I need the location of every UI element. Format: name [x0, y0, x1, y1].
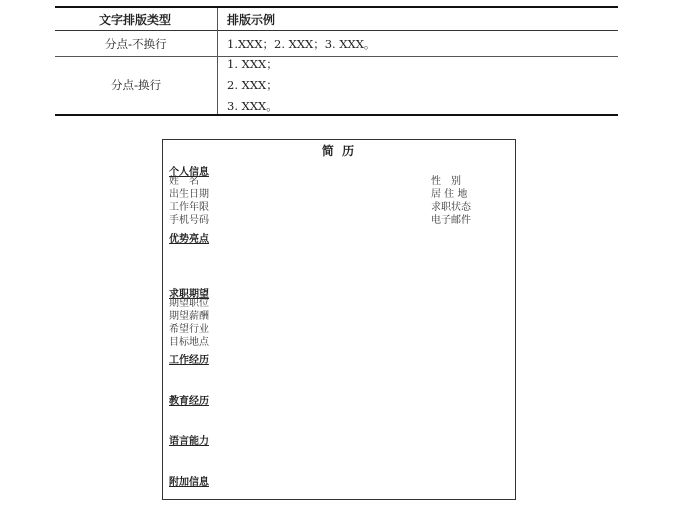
- field-birth-date: 出生日期: [169, 189, 209, 200]
- row1-example: 1.XXX；2. XXX；3. XXX。: [227, 37, 376, 51]
- table-bottom-rule: [55, 114, 618, 116]
- row2-type: 分点-换行: [111, 78, 162, 92]
- table-header-rule: [55, 30, 618, 31]
- section-job-expectations: 求职期望: [169, 289, 209, 300]
- section-education: 教育经历: [169, 396, 209, 407]
- field-work-years: 工作年限: [169, 202, 209, 213]
- row2-example-line-2: 2. XXX；: [227, 78, 278, 92]
- section-additional-info: 附加信息: [169, 477, 209, 488]
- field-residence: 居 住 地: [431, 189, 468, 200]
- row1-type: 分点-不换行: [105, 37, 167, 51]
- row2-example-line-1: 1. XXX；: [227, 57, 278, 71]
- table-column-divider: [217, 8, 218, 114]
- section-personal-info: 个人信息: [169, 167, 209, 178]
- column-header-example: 排版示例: [227, 13, 276, 27]
- section-language-skills: 语言能力: [169, 436, 209, 447]
- field-expected-salary: 期望薪酬: [169, 311, 209, 322]
- section-highlights: 优势亮点: [169, 234, 209, 245]
- table-top-rule: [55, 6, 618, 8]
- section-work-experience: 工作经历: [169, 355, 209, 366]
- field-gender: 性 别: [431, 176, 461, 187]
- column-header-type: 文字排版类型: [99, 13, 172, 27]
- field-phone: 手机号码: [169, 215, 209, 226]
- field-expected-position: 期望职位: [169, 298, 209, 309]
- resume-template: [162, 139, 516, 500]
- field-job-status: 求职状态: [431, 202, 471, 213]
- row2-example-line-3: 3. XXX。: [227, 99, 278, 113]
- table-row-divider: [55, 56, 618, 57]
- layout-types-table: [55, 6, 618, 116]
- resume-title: 简 历: [321, 144, 357, 158]
- field-email: 电子邮件: [431, 215, 471, 226]
- field-target-location: 目标地点: [169, 337, 209, 348]
- field-name: 姓 名: [169, 176, 199, 187]
- field-desired-industry: 希望行业: [169, 324, 209, 335]
